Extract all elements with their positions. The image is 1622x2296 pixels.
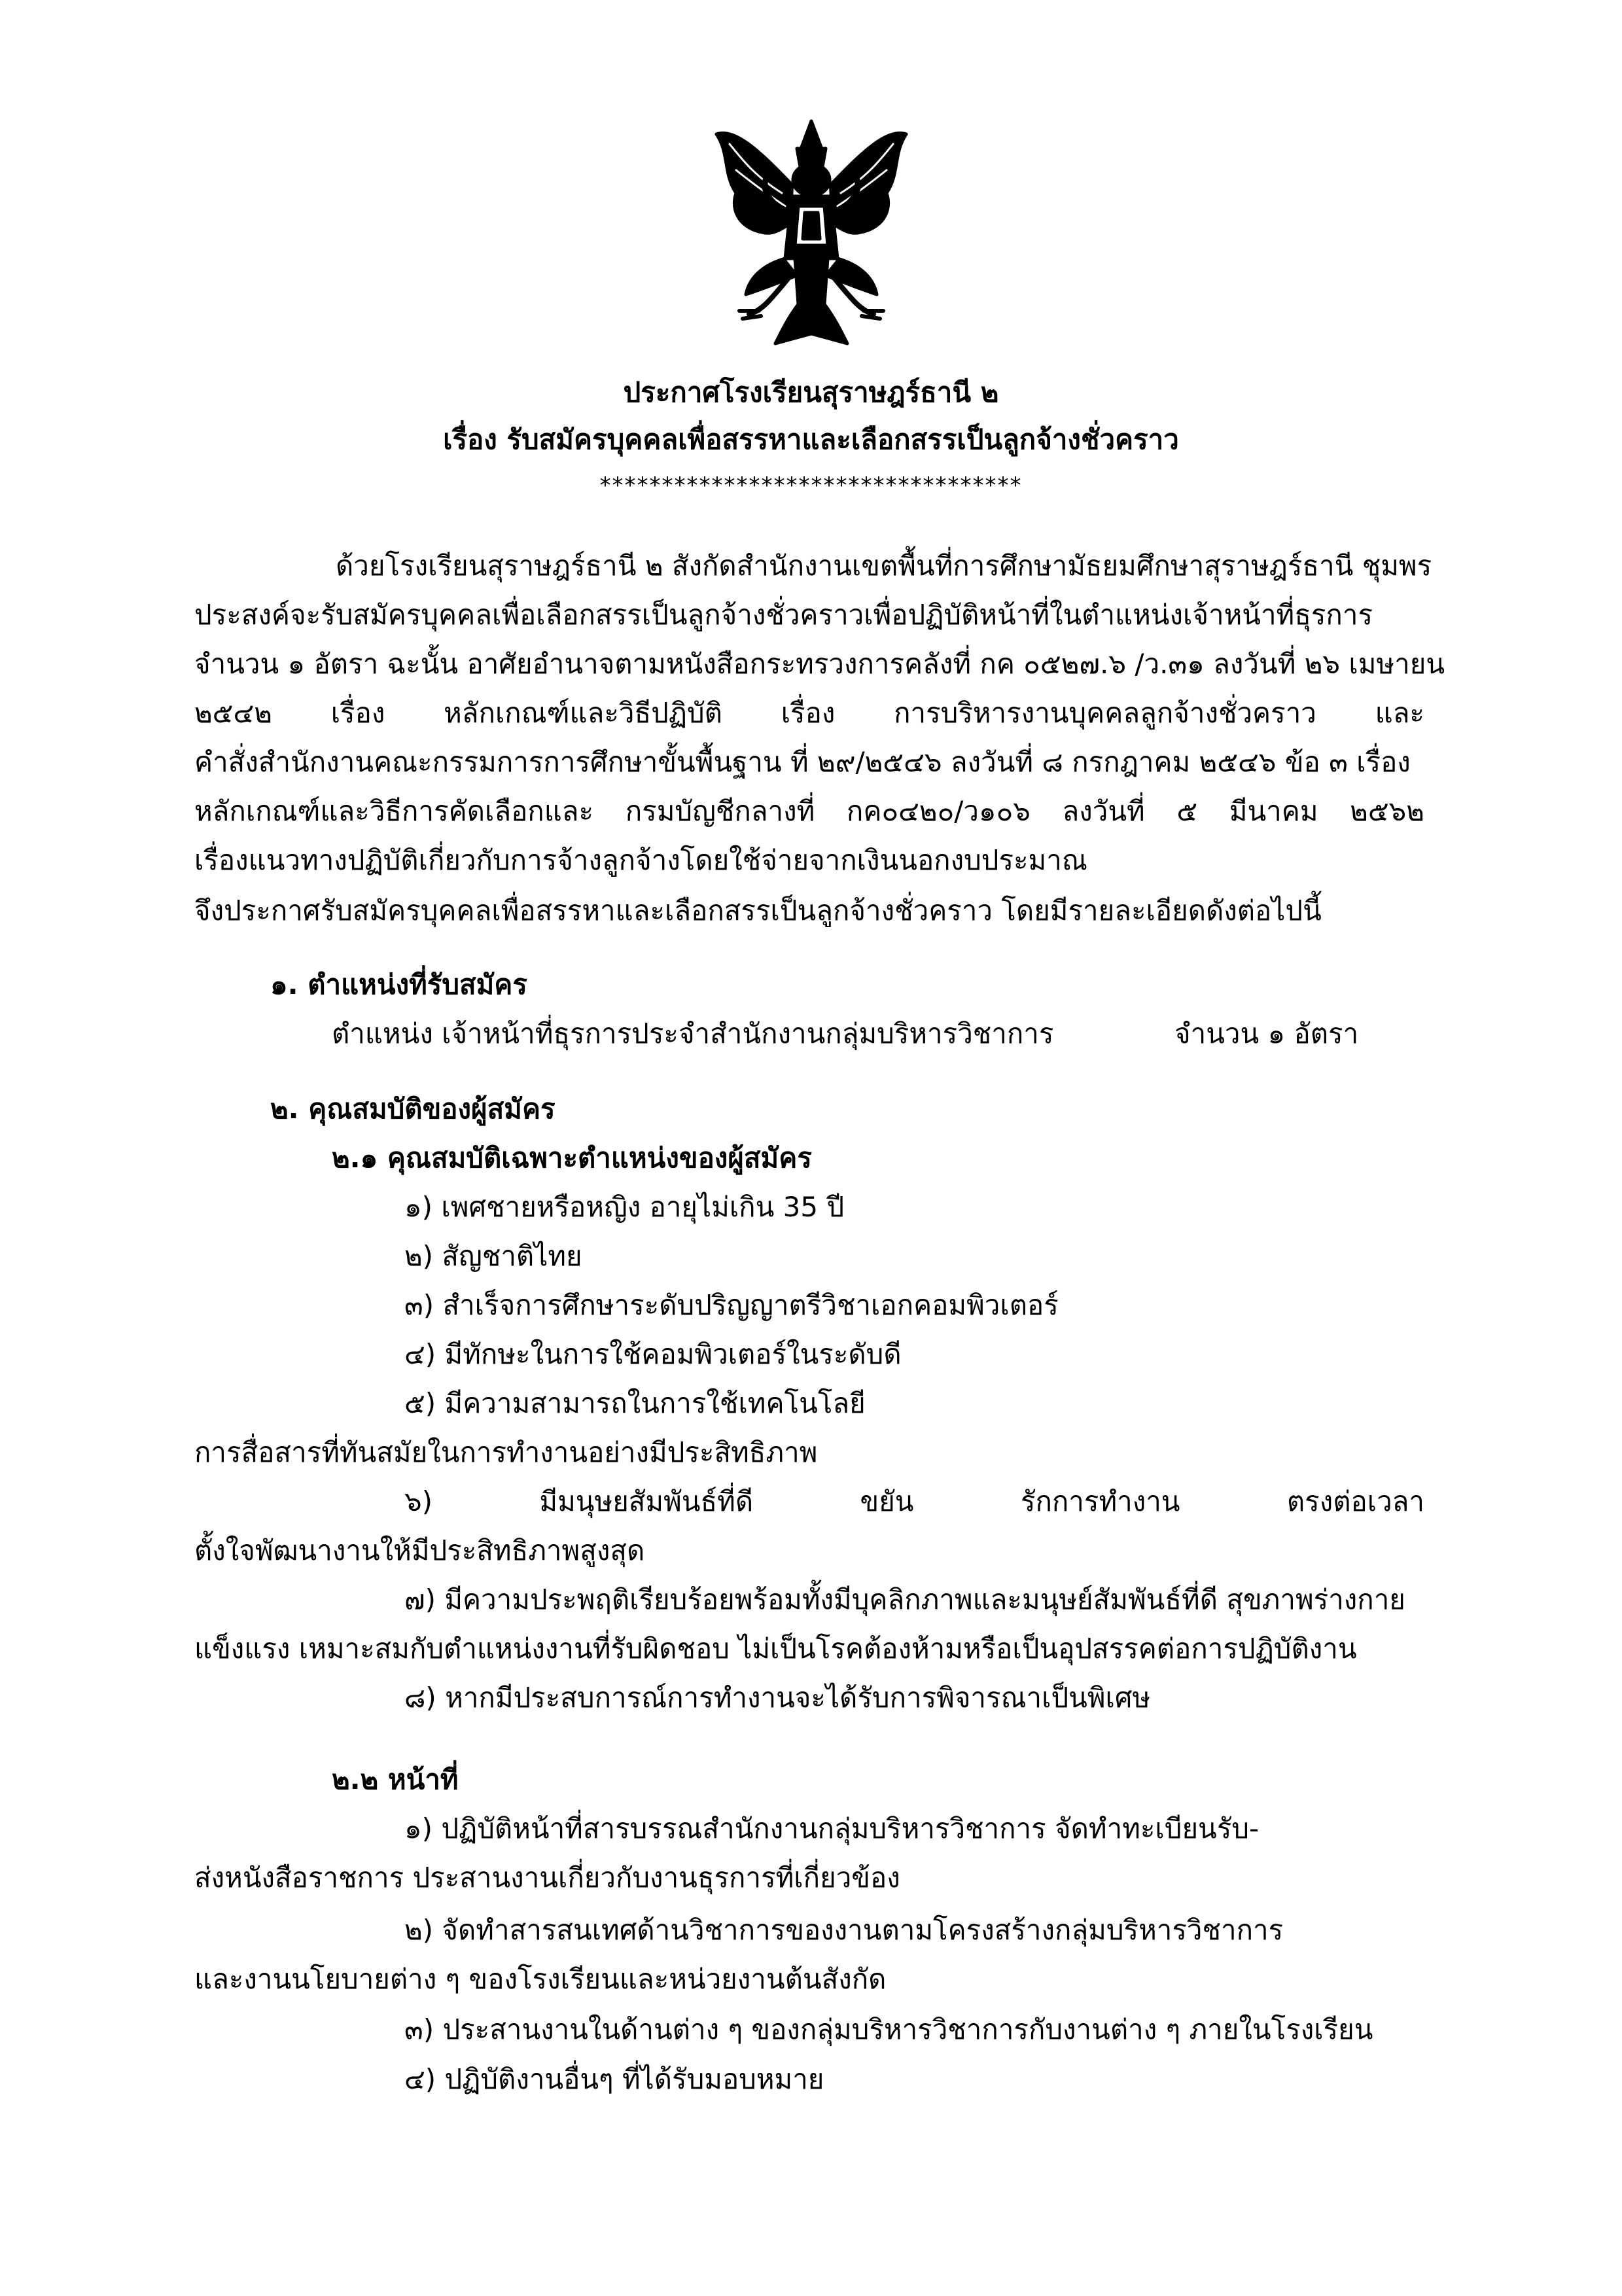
qualification-3: ๓) สำเร็จการศึกษาระดับปริญญาตรีวิชาเอกคอมพิวเตอร์ — [404, 1289, 1059, 1321]
intro-line-2: ประสงค์จะรับสมัครบุคคลเพื่อเลือกสรรเป็นลูกจ้างชั่วคราวเพื่อปฏิบัติหน้าที่ในตำแหน่งเจ้าหน้าที่ธุรการ — [194, 599, 1373, 631]
qualification-5-cont: การสื่อสารที่ทันสมัยในการทำงานอย่างมีประสิทธิภาพ — [194, 1436, 818, 1468]
qualification-8: ๘) หากมีประสบการณ์การทำงานจะได้รับการพิจารณาเป็นพิเศษ — [404, 1682, 1151, 1714]
duty-2: ๒) จัดทำสารสนเทศด้านวิชาการของงานตามโครงสร้างกลุ่มบริหารวิชาการ — [404, 1914, 1284, 1946]
intro-line-3: จำนวน ๑ อัตรา ฉะนั้น อาศัยอำนาจตามหนังสือกระทรวงการคลังที่ กค ๐๕๒๗.๖ /ว.๓๑ ลงวันที่ ๒๖ เมษายน — [194, 648, 1445, 680]
intro-line-7: เรื่องแนวทางปฏิบัติเกี่ยวกับการจ้างลูกจ้างโดยใช้จ่ายจากเงินนอกงบประมาณ — [194, 844, 1087, 876]
position-count: จำนวน ๑ อัตรา — [1174, 1017, 1359, 1050]
duty-2-cont: และงานนโยบายต่าง ๆ ของโรงเรียนและหน่วยงานต้นสังกัด — [194, 1963, 887, 1995]
qualification-2: ๒) สัญชาติไทย — [404, 1240, 582, 1272]
subsection-2-2-heading: ๒.๒ หน้าที่ — [332, 1763, 459, 1795]
title-divider: ********************************** — [599, 472, 1023, 499]
section-2-heading: ๒. คุณสมบัติของผู้สมัคร — [270, 1093, 555, 1125]
duty-3: ๓) ประสานงานในด้านต่าง ๆ ของกลุ่มบริหารวิชาการกับงานต่าง ๆ ภายในโรงเรียน — [404, 2013, 1373, 2045]
intro-line-6: หลักเกณฑ์และวิธีการคัดเลือกและ กรมบัญชีกลางที่ กค๐๔๒๐/ว๑๐๖ ลงวันที่ ๕ มีนาคม ๒๕๖๒ — [194, 795, 1424, 827]
qualification-6: ๖) มีมนุษยสัมพันธ์ที่ดี ขยัน รักการทำงาน ตรงต่อเวลา — [404, 1485, 1424, 1517]
duty-1-cont: ส่งหนังสือราชการ ประสานงานเกี่ยวกับงานธุรการที่เกี่ยวข้อง — [194, 1862, 900, 1894]
announcement-title: ประกาศโรงเรียนสุราษฎร์ธานี ๒ — [623, 376, 999, 408]
qualification-7: ๗) มีความประพฤติเรียบร้อยพร้อมทั้งมีบุคลิกภาพและมนุษย์สัมพันธ์ที่ดี สุขภาพร่างกาย — [404, 1583, 1405, 1616]
position-name: ตำแหน่ง เจ้าหน้าที่ธุรการประจำสำนักงานกลุ่มบริหารวิชาการ — [332, 1017, 1054, 1050]
qualification-5: ๕) มีความสามารถในการใช้เทคโนโลยี — [404, 1387, 866, 1419]
qualification-4: ๔) มีทักษะในการใช้คอมพิวเตอร์ในระดับดี — [404, 1338, 902, 1370]
qualification-7-cont: แข็งแรง เหมาะสมกับตำแหน่งงานที่รับผิดชอบ ไม่เป็นโรคต้องห้ามหรือเป็นอุปสรรคต่อการปฏิบัติงาน — [194, 1633, 1357, 1665]
duty-4: ๔) ปฏิบัติงานอื่นๆ ที่ได้รับมอบหมาย — [404, 2063, 824, 2095]
intro-line-4: ๒๕๔๒ เรื่อง หลักเกณฑ์และวิธีปฏิบัติ เรื่อง การบริหารงานบุคคลลูกจ้างชั่วคราว และ — [194, 697, 1424, 729]
subsection-2-1-heading: ๒.๑ คุณสมบัติเฉพาะตำแหน่งของผู้สมัคร — [332, 1142, 812, 1174]
intro-line-8: จึงประกาศรับสมัครบุคคลเพื่อสรรหาและเลือกสรรเป็นลูกจ้างชั่วคราว โดยมีรายละเอียดดังต่อไปนี้ — [194, 894, 1322, 927]
section-1-heading: ๑. ตำแหน่งที่รับสมัคร — [270, 968, 527, 1000]
intro-line-5: คำสั่งสำนักงานคณะกรรมการการศึกษาขั้นพื้นฐาน ที่ ๒๙/๒๕๔๖ ลงวันที่ ๘ กรกฎาคม ๒๕๔๖ ข้อ ๓ เรื่อง — [194, 746, 1411, 778]
garuda-emblem — [710, 115, 913, 360]
announcement-subject: เรื่อง รับสมัครบุคคลเพื่อสรรหาและเลือกสรรเป็นลูกจ้างชั่วคราว — [443, 423, 1179, 455]
intro-line-1: ด้วยโรงเรียนสุราษฎร์ธานี ๒ สังกัดสำนักงานเขตพื้นที่การศึกษามัธยมศึกษาสุราษฎร์ธานี ชุมพร — [336, 550, 1432, 582]
duty-1: ๑) ปฏิบัติหน้าที่สารบรรณสำนักงานกลุ่มบริหารวิชาการ จัดทำทะเบียนรับ- — [404, 1812, 1260, 1845]
qualification-1: ๑) เพศชายหรือหญิง อายุไม่เกิน 35 ปี — [404, 1191, 845, 1223]
qualification-6-cont: ตั้งใจพัฒนางานให้มีประสิทธิภาพสูงสุด — [194, 1534, 645, 1566]
